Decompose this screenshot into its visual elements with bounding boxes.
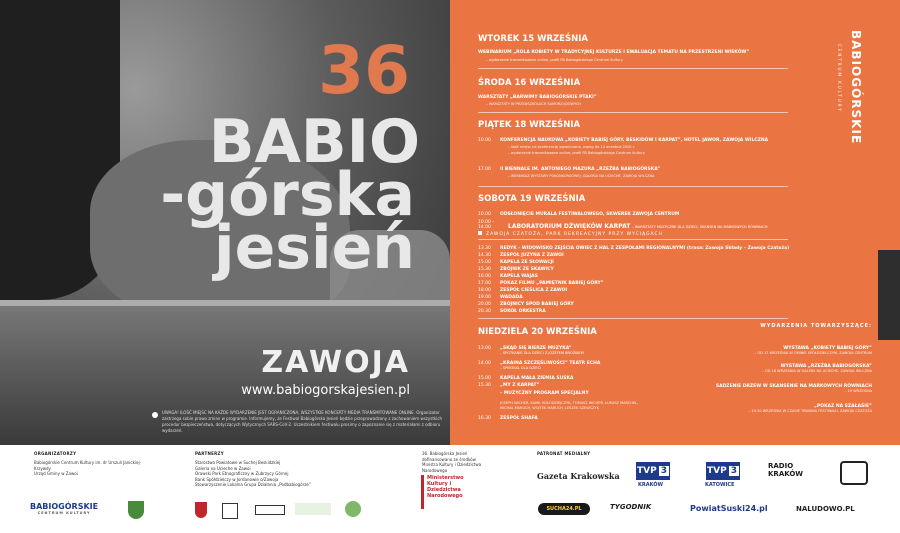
powiatsuski24-logo: PowiatSuski24.pl <box>690 504 768 513</box>
title-line-1: BABIO <box>208 107 420 177</box>
info-note: UWAGA! ILOŚĆ MIEJSC NA KAŻDE WYDARZENIE JEST OGRANICZONA, WSZYSTKIE KONCERTY MEDIA TRANSMITOWANE ONLINE. Organizator zastrzega sobie prawo zmian w programie. Informujemy, że Festiwal Babiogórska Jesień będzie przeprowadzony z zachowaniem wszystkich procedur bezpieczeństwa, dotyczących Wytycznych SARS-CoV-2. Uczestnikiem festiwalu prosimy o zapoznanie się z materiałami z odbioru wydarzeń. <box>162 410 452 434</box>
day-title: SOBOTA 19 WRZEŚNIA <box>478 194 586 204</box>
skansen-logo <box>222 503 238 519</box>
program-row: 18.00 ZESPÓŁ CIEŚLICA Z ZAWOI <box>478 288 568 293</box>
day-title: PIĄTEK 18 WRZEŚNIA <box>478 120 581 130</box>
organizers-heading: ORGANIZATORZY <box>34 451 77 456</box>
sponsors-footer <box>0 445 900 533</box>
program-row: 16.00 KAPELA WAJAS <box>478 274 538 279</box>
edition-number: 36 <box>318 32 410 109</box>
tvp3-katowice-caption: KATOWICE <box>705 482 735 488</box>
bck-logo: BABIOGÓRSKIE CENTRUM KULTURY <box>30 502 99 515</box>
tygodnik-logo: TYGODNIK <box>610 503 652 511</box>
program-row: 15.00 KAPELA MAŁA ZIEMIA SUSKA <box>478 376 574 381</box>
accompanying-item: „POKAZ NA SZAŁAŚIE” – 19-30 WRZEŚNIA W CZASIE TRWANIA FESTIWALU, ZAWOJA CZATOŻA <box>748 404 872 413</box>
powiat-crest-icon <box>195 502 207 518</box>
event: WARSZTATY „BARWIMY BABIOGÓRSKIE PTAKI” <box>478 95 597 100</box>
partners-text: Starostwo Powiatowe w Suchej Beskidzkiej Galeria na Uciechе w Zawoi Orawski Park Etnograficzny w Zubrzycy Górnej Bank Spółdzielczy w Jordanowie o/Zawoja Stowarzyszenie Lokalna Grupa Działania „Podbabiogórze” <box>195 460 311 488</box>
program-row: 13.30 REDYK - WIDOWISKO ZEJŚCIA OWIEC Z HAL Z ZESPOŁAMI REGIONALNYMI (trasa: Zawoja Składy – Zawoja Czatoża) <box>478 246 790 251</box>
program-row: 17.00 POKAZ FILMU „PAMIĘTNIK BABIEJ GÓRY” <box>478 281 604 286</box>
program-row: 13.00 „SKĄD SIĘ BIERZE MUZYKA” – SPOTKANIE DLA DZIECI Z JÓZEFEM BROŻKIEM <box>478 346 584 355</box>
lgd-logo <box>345 501 361 517</box>
accompanying-item: WYSTAWA „KOBIETY BABIEJ GÓRY” – OD 17 WRZEŚNIA W GMINIE SPÓŁDZIELCZYM, ZAWOJA CENTRUM <box>754 346 872 355</box>
bank-logo <box>295 503 331 515</box>
accompanying-item: WYSTAWA „RZEŹBA BABIOGÓRSKA” – OD 18 WRZEŚNIA W GALERII NA UCIECHE, ZAWOJA WILCZNA <box>762 364 872 373</box>
title-line-2: -górska <box>160 160 415 230</box>
radio-krakow-logo: RADIO KRAKÓW <box>768 462 804 478</box>
event-sub: – wydarzenie transmitowane online, profil FB Babiogórskiego Centrum Kultury <box>486 58 623 62</box>
program-row: 14.30 ZESPÓŁ JUZYNA Z ZAWOI <box>478 253 564 258</box>
tvp3-krakow-logo: TVP 3 <box>636 462 670 480</box>
sucha24-logo: SUCHA24.PL <box>538 503 590 515</box>
program-row: 19.00 WADADA <box>478 295 523 300</box>
ministry-text: 36. Babiogórska Jesień dofinansowano ze środków Ministra Kultury i Dziedzictwa Narodowego <box>422 451 482 473</box>
website-link[interactable]: www.babiogorskajesien.pl <box>241 383 410 398</box>
event: WEBINARIUM „ROLA KOBIETY W TRADYCYJNEJ KULTURZE I EWALUACJA TEMATU NA PRZESTRZENI WIEKÓW” <box>478 50 750 55</box>
bck-logo: BABIOGÓRSKIE CENTRUM KULTURY <box>837 30 863 145</box>
day-title: NIEDZIELA 20 WRZEŚNIA <box>478 327 597 337</box>
city-name: ZAWOJA <box>261 345 410 380</box>
tvp3-krakow-caption: KRAKÓW <box>638 482 664 488</box>
program-row: 15.00 KAPELA ZE SŁOWACJI <box>478 260 554 265</box>
bus-logo <box>840 461 868 485</box>
organizers-text: Babiogórskie Centrum Kultury im. dr Urszuli Janickiej-Krzywdy Urząd Gminy w Zawoi <box>34 460 142 477</box>
gazeta-logo: Gazeta Krakowska <box>537 471 620 481</box>
zone-label: ZAWOJA CZATOŻA, PARK REKREACYJNY PRZY WYCIĄGACH <box>478 231 663 237</box>
galeria-logo <box>255 505 285 515</box>
ministry-logo: Ministerstwo Kultury i Dziedzictwa Narodowego <box>421 475 467 509</box>
accompanying-item: SADZENIE DRZEW W SKANSENIE NA MARKOWYCH RÓWNIACH – 19 WRZEŚNIA <box>715 384 872 393</box>
media-heading: PATRONAT MEDIALNY <box>537 451 591 456</box>
program-row: – MUZYCZNY PROGRAM SPECJALNY <box>500 391 589 396</box>
naludowo-logo: NALUDOWO.PL <box>796 505 855 513</box>
day-title: ŚRODA 16 WRZEŚNIA <box>478 78 581 88</box>
event-sub: – WARSZTATY W PRZEDSZKOLACH SAMORZĄDOWYCH <box>486 102 582 106</box>
program-row: 15.30 ZBÓJNIK ZE SKAWICY <box>478 267 554 272</box>
zawoja-crest-icon <box>128 501 144 519</box>
accompanying-title: WYDARZENIA TOWARZYSZĄCE: <box>760 323 872 329</box>
program-row: 14.00 „KRAINA SZCZĘŚLIWOŚCI” TEATR ECHA – SPEKTAKL DLA DZIECI <box>478 361 601 370</box>
program-row: 20.30 SOKÓŁ ORKESTRA <box>478 309 546 314</box>
day-title: WTOREK 15 WRZEŚNIA <box>478 34 588 44</box>
program-panel: WTOREK 15 WRZEŚNIA WEBINARIUM „ROLA KOBIETY W TRADYCYJNEJ KULTURZE I EWALUACJA TEMATU NA PRZESTRZENI WIEKÓW” – wydarzenie transmitowane online, profil FB Babiogórskiego Centrum Kultury ŚRODA 16 WRZEŚNIA WARSZTATY „BARWIMY BABIOGÓRSKIE PTAKI” – WARSZTATY W PRZEDSZKOLACH SAMORZĄDOWYCH PIĄTEK 18 WRZEŚNIA 10.00 KONFERENCJA NAUKOWA „KOBIETY BABIEJ GÓRY, BESKIDÓW I KARPAT”, HOTEL JAWOR, ZAWOJA WILCZNA – ilość miejsc na konferencję ograniczona, zapisy do 14 września 2020 r. – wydarzenie transmitowane online, profil FB Babiogórskiego Centrum Kultury 17.00 II BIENNALE IM. ANTONIEGO MAZURA „RZEŹBA BABIOGÓRSKA” – WERNISAŻ WYSTAWY POKONKURSOWEJ, GALERIA NA UCIECHE, ZAWOJA WILCZNA SOBOTA 19 WRZEŚNIA 10.00 ODSŁONIĘCIE MURALA FESTIWALOWEGO, SKWEREK ZAWOJA CENTRUM 10.00 - 14.00 LABORATORIUM DŹWIĘKÓW KARPAT – WARSZTATY MUZYCZNE DLA DZIECI, SKANSEN NA MARKOWYCH RÓWNIACH ZAWOJA CZATOŻA, PARK REKREACYJNY PRZY WYCIĄGACH 13.30 REDYK - WIDOWISKO ZEJŚCIA OWIEC Z HAL Z ZESPOŁAMI REGIONALNYMI (trasa: Zawoja Składy – Zawoja Czatoża) 14.30 ZESPÓŁ JUZYNA Z ZAWOI 15.00 KAPELA ZE SŁOWACJI 15.30 ZBÓJNIK ZE SKAWICY 16.00 KAPELA WAJAS 17.00 POKAZ FILMU „PAMIĘTNIK BABIEJ GÓRY” 18.00 ZESPÓŁ CIEŚLICA Z ZAWOI 19.00 WADADA 20.00 ZBÓJNICY SPOD BABIEJ GÓRY 20.30 SOKÓŁ ORKESTRA NIEDZIELA 20 WRZEŚNIA 13.00 „SKĄD SIĘ BIERZE MUZYKA” – SPOTKANIE DLA DZIECI Z JÓZEFEM BROŻKIEM 14.00 „KRAINA SZCZĘŚLIWOŚCI” TEATR ECHA – SPEKTAKL DLA DZIECI 15.00 KAPELA MAŁA ZIEMIA SUSKA 15.30 „MY Z KARPAT” – MUZYCZNY PROGRAM SPECJALNY JOSEPH WICHER, KAMIL KOŁODZIEJCZYK, TOMASZ WICHER, ŁUKASZ MARCHEL, MICHAŁ MARUCH, WOJTEK MARUCH, LESZEK SZEWCZYK 16.30 ZESPÓŁ SHAFA WYDARZENIA TOWARZYSZĄCE: WYSTAWA „KOBIETY BABIEJ GÓRY” – OD 17 WRZEŚNIA W GMINIE SPÓŁDZIELCZYM, ZAWOJA CENTRUM WYSTAWA „RZEŹBA BABIOGÓRSKA” – OD 18 WRZEŚNIA W GALERII NA UCIECHE, ZAWOJA WILCZNA SADZENIE DRZEW W SKANSENIE NA MARKOWYCH RÓWNIACH – 19 WRZEŚNIA „POKAZ NA SZAŁAŚIE” – 19-30 WRZEŚNIA W CZASIE TRWANIA FESTIWALU, ZAWOJA CZATOŻA BABIOGÓRSKIE CENTRUM KULTURY <box>450 0 900 445</box>
side-tab <box>878 250 900 340</box>
tvp3-katowice-logo: TVP 3 <box>706 462 740 480</box>
program-row: 20.00 ZBÓJNICY SPOD BABIEJ GÓRY <box>478 302 574 307</box>
program-row: 15.30 „MY Z KARPAT” <box>478 383 540 388</box>
partners-heading: PARTNERZY <box>195 451 224 456</box>
title-line-3: jesień <box>214 213 415 283</box>
